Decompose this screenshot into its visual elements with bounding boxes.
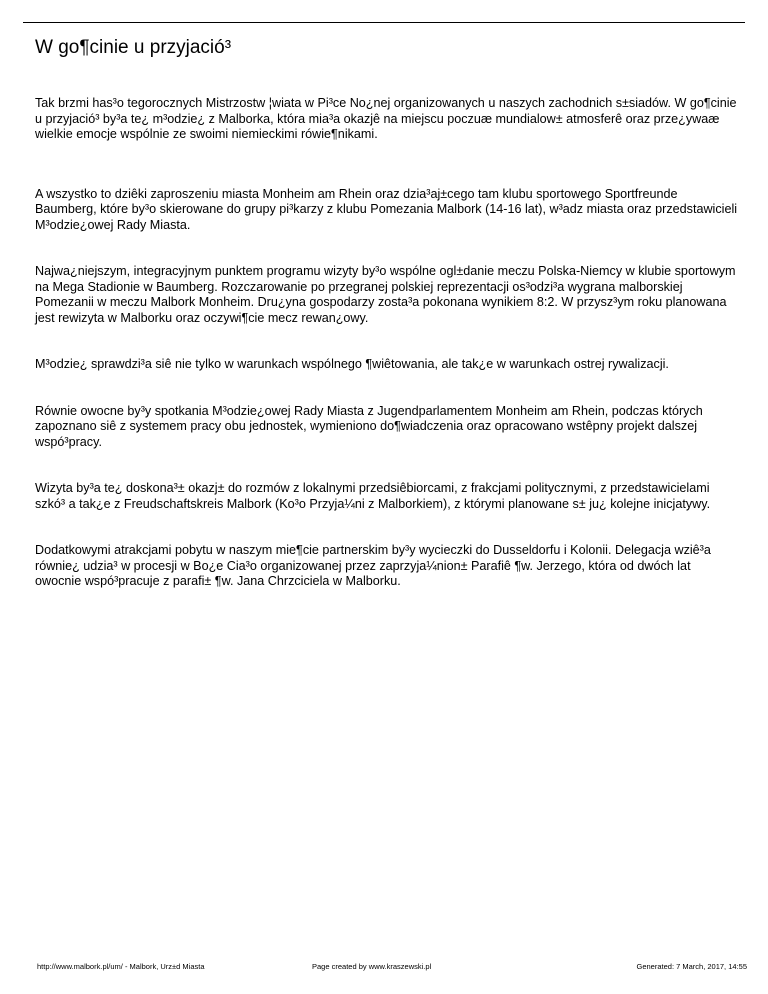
- page-footer: [37, 962, 747, 972]
- footer-generated: Generated: 7 March, 2017, 14:55: [636, 962, 747, 971]
- paragraph-1: Tak brzmi has³o tegorocznych Mistrzostw ¦wiata w Pi³ce No¿nej organizowanych u naszych zachodnich s±siadów. W go¶cinie u przyjació³ by³a te¿ m³odzie¿ z Malborka, która mia³a okazjê na miejscu poczuæ mundialow± atmosferê oraz prze¿ywaæ wielkie emocje wspólnie ze swoimi niemieckimi rówie¶nikami.: [35, 96, 737, 141]
- paragraph-5: Równie owocne by³y spotkania M³odzie¿owej Rady Miasta z Jugendparlamentem Monheim am Rhein, podczas których zapoznano siê z systemem pracy obu jednostek, wymieniono do¶wiadczenia oraz opracowano wstêpny projekt dalszej wspó³pracy.: [35, 403, 703, 449]
- paragraph-6: Wizyta by³a te¿ doskona³± okazj± do rozmów z lokalnymi przedsiêbiorcami, z frakcjami politycznymi, z przedstawicielami szkó³ a tak¿e z Freudschaftskreis Malbork (Ko³o Przyja¼ni z Malborkiem), z którymi planowane s± ju¿ kolejne inicjatywy.: [35, 481, 711, 511]
- article-title: W go¶cinie u przyjació³: [35, 37, 232, 58]
- paragraph-4: M³odzie¿ sprawdzi³a siê nie tylko w warunkach wspólnego ¶wiêtowania, ale tak¿e w warunkach ostrej rywalizacji.: [35, 357, 669, 371]
- footer-source: http://www.malbork.pl/um/ - Malbork, Urz±d Miasta: [37, 962, 205, 971]
- article-body: [35, 96, 740, 590]
- footer-credit: Page created by www.kraszewski.pl: [312, 962, 432, 971]
- paragraph-3: Najwa¿niejszym, integracyjnym punktem programu wizyty by³o wspólne ogl±danie meczu Polska-Niemcy w klubie sportowym na Mega Stadionie w Baumberg. Rozczarowanie po przegranej polskiej reprezentacji os³odzi³a wygrana malborskiej Pomezanii w meczu Malbork Monheim. Dru¿yna gospodarzy zosta³a pokonana wynikiem 8:2. W przysz³ym roku planowana jest rewizyta w Malborku oraz oczywi¶cie mecz rewan¿owy.: [35, 264, 736, 325]
- paragraph-2: A wszystko to dziêki zaproszeniu miasta Monheim am Rhein oraz dzia³aj±cego tam klubu sportowego Sportfreunde Baumberg, które by³o skierowane do grupy pi³karzy z klubu Pomezania Malbork (14-16 lat), w³adz miasta oraz przedstawicieli M³odzie¿owej Rady Miasta.: [35, 186, 738, 232]
- paragraph-7: Dodatkowymi atrakcjami pobytu w naszym mie¶cie partnerskim by³y wycieczki do Dusseldorfu i Kolonii. Delegacja wziê³a równie¿ udzia³ w procesji w Bo¿e Cia³o organizowanej przez zaprzyja¼nion± Parafiê ¶w. Jerzego, która od dwóch lat owocnie wspó³pracuje z parafi± ¶w. Jana Chrzciciela w Malborku.: [35, 543, 711, 588]
- header-rule: [23, 22, 745, 23]
